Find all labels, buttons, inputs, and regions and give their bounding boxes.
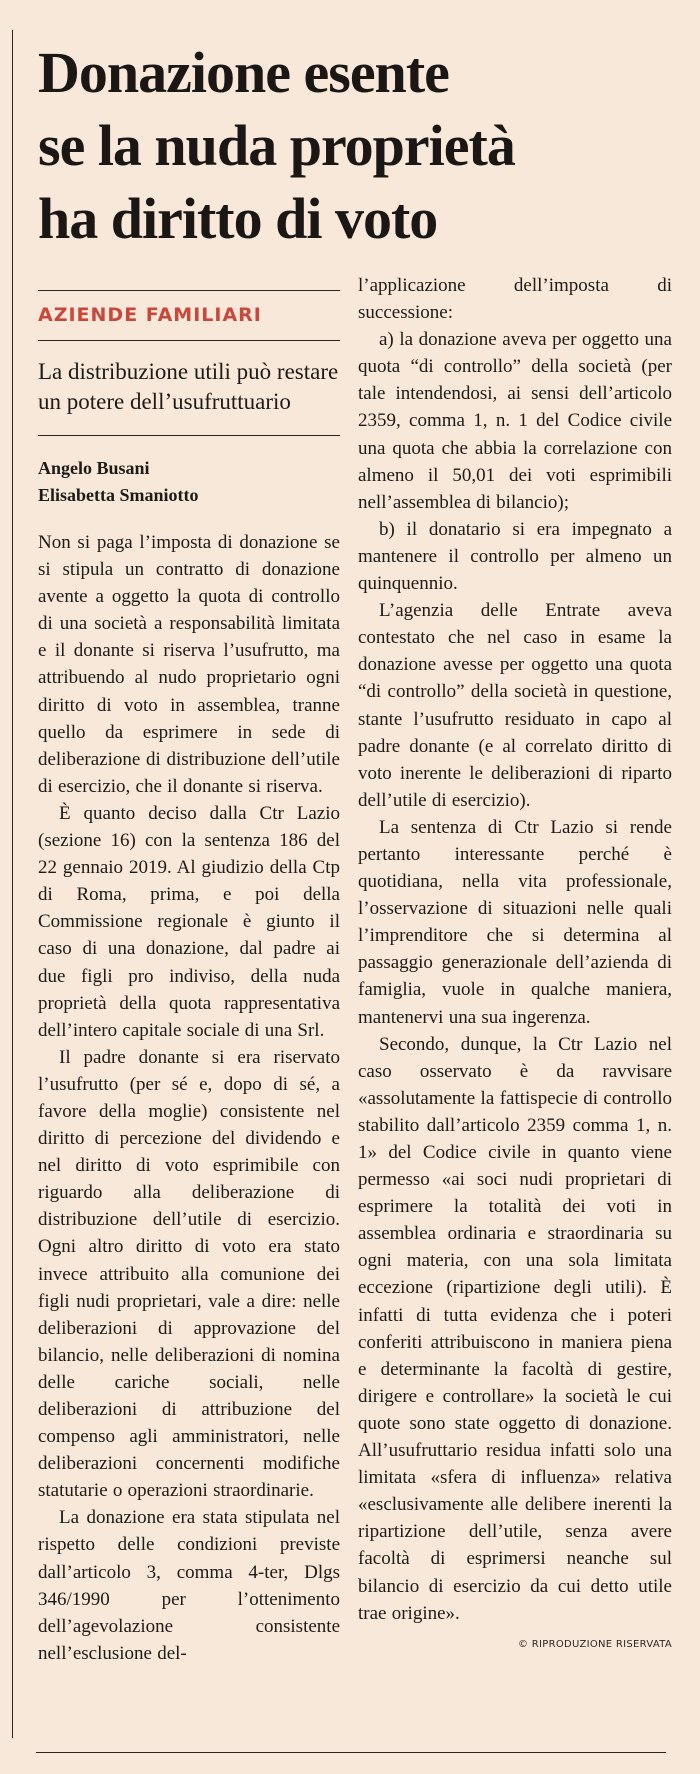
kicker-top-rule bbox=[38, 290, 340, 291]
paragraph: l’applicazione dell’imposta di successione: bbox=[358, 275, 672, 324]
byline bbox=[38, 455, 340, 509]
paragraph: Il padre donante si era riservato l’usufrutto (per sé e, dopo di sé, a favore della moglie) consistente nel diritto di percezione del dividendo e nel diritto di voto esprimibile con riguardo alla deliberazione di distribuzione dell’utile di esercizio. Ogni altro diritto di voto era stato invece attribuito alla comunione dei figli nudi proprietari, vale a dire: nelle deliberazioni di approvazione del bilancio, nelle deliberazioni di nomina delle cariche sociali, nelle deliberazioni di attribuzione del compenso agli amministratori, nelle deliberazioni concernenti modifiche statutarie o operazioni straordinarie. bbox=[38, 1046, 340, 1502]
left-vertical-rule bbox=[12, 30, 13, 1738]
subhead-rule bbox=[38, 435, 340, 436]
section-kicker: AZIENDE FAMILIARI bbox=[38, 304, 262, 326]
paragraph: La donazione era stata stipulata nel rispetto delle condizioni previste dall’articolo 3, comma 4-ter, Dlgs 346/1990 per l’ottenimento dell’agevolazione consistente nell’esclusione del- bbox=[38, 1507, 340, 1664]
list-item: a) la donazione aveva per oggetto una quota “di controllo” della società (per tale intendendosi, ai sensi dell’articolo 2359, comma 1, n. 1 del Codice civile una quota che abbia la correlazione con almeno il 50,01 dei voti esprimibili nell’assemblea di bilancio); bbox=[358, 329, 672, 513]
headline bbox=[38, 36, 658, 255]
author-name: Elisabetta Smaniotto bbox=[38, 485, 199, 505]
paragraph: È quanto deciso dalla Ctr Lazio (sezione 16) con la sentenza 186 del 22 gennaio 2019. Al giudizio della Ctp di Roma, prima, e poi della Commissione regionale è giunto il caso di una donazione, dal padre ai due figli pro indiviso, della nuda proprietà della quota rappresentativa dell’intero capitale sociale di una Srl. bbox=[38, 802, 340, 1041]
headline-line-2: se la nuda proprietà bbox=[38, 113, 515, 178]
paragraph: La sentenza di Ctr Lazio si rende pertanto interessante perché è quotidiana, nella vita professionale, l’osservazione di situazioni nelle quali l’imprenditore che si determina al passaggio generazionale dell’azienda di famiglia, vuole in qualche maniera, mantenervi una sua ingerenza. bbox=[358, 816, 672, 1028]
paragraph: Secondo, dunque, la Ctr Lazio nel caso osservato è da ravvisare «assolutamente la fattispecie di controllo stabilito dall’articolo 2359 comma 1, n. 1» del Codice civile in quanto viene permesso «ai soci nudi proprietari di esprimere la totalità dei voti in assemblea ordinaria e straordinaria su ogni materia, con una sola limitata eccezione (ripartizione degli utili). È infatti di tutta evidenza che i poteri conferiti attribuiscono in maniera piena e determinante la facoltà di gestire, dirigere e controllare» la società le cui quote sono state oggetto di donazione. All’usufruttario residua infatti solo una limitata «sfera di influenza» relativa «esclusivamente alle delibere inerenti la ripartizione dell’utile, senza avere facoltà di esprimersi neanche sul bilancio di esercizio da cui detto utile trae origine». bbox=[358, 1033, 672, 1624]
headline-line-3: ha diritto di voto bbox=[38, 186, 438, 251]
copyright-notice: © RIPRODUZIONE RISERVATA bbox=[517, 1638, 672, 1650]
bottom-rule bbox=[36, 1752, 666, 1753]
paragraph: L’agenzia delle Entrate aveva contestato che nel caso in esame la donazione avesse per oggetto una quota “di controllo” della società in questione, stante l’usufrutto residuato in capo al padre donante (e al correlato diritto di voto inerente le deliberazioni di riparto dell’utile di esercizio). bbox=[358, 600, 672, 811]
left-body bbox=[38, 529, 340, 1667]
paragraph: Non si paga l’imposta di donazione se si stipula un contratto di donazione avente a oggetto la quota di controllo di una società a responsabilità limitata e il donante si riserva l’usufrutto, ma attribuendo al nudo proprietario ogni diritto di voto in assemblea, tranne quello da esprimere in sede di deliberazione di distribuzione dell’utile di esercizio, che il donante si riserva. bbox=[38, 532, 340, 797]
headline-line-1: Donazione esente bbox=[38, 40, 449, 105]
right-column bbox=[358, 272, 672, 1650]
subheadline: La distribuzione utili può restare un potere dell’usufruttuario bbox=[38, 359, 339, 414]
author-name: Angelo Busani bbox=[38, 458, 150, 478]
kicker-bottom-rule bbox=[38, 340, 340, 341]
list-item: b) il donatario si era impegnato a mantenere il controllo per almeno un quinquennio. bbox=[358, 518, 672, 595]
left-column bbox=[38, 290, 340, 1667]
